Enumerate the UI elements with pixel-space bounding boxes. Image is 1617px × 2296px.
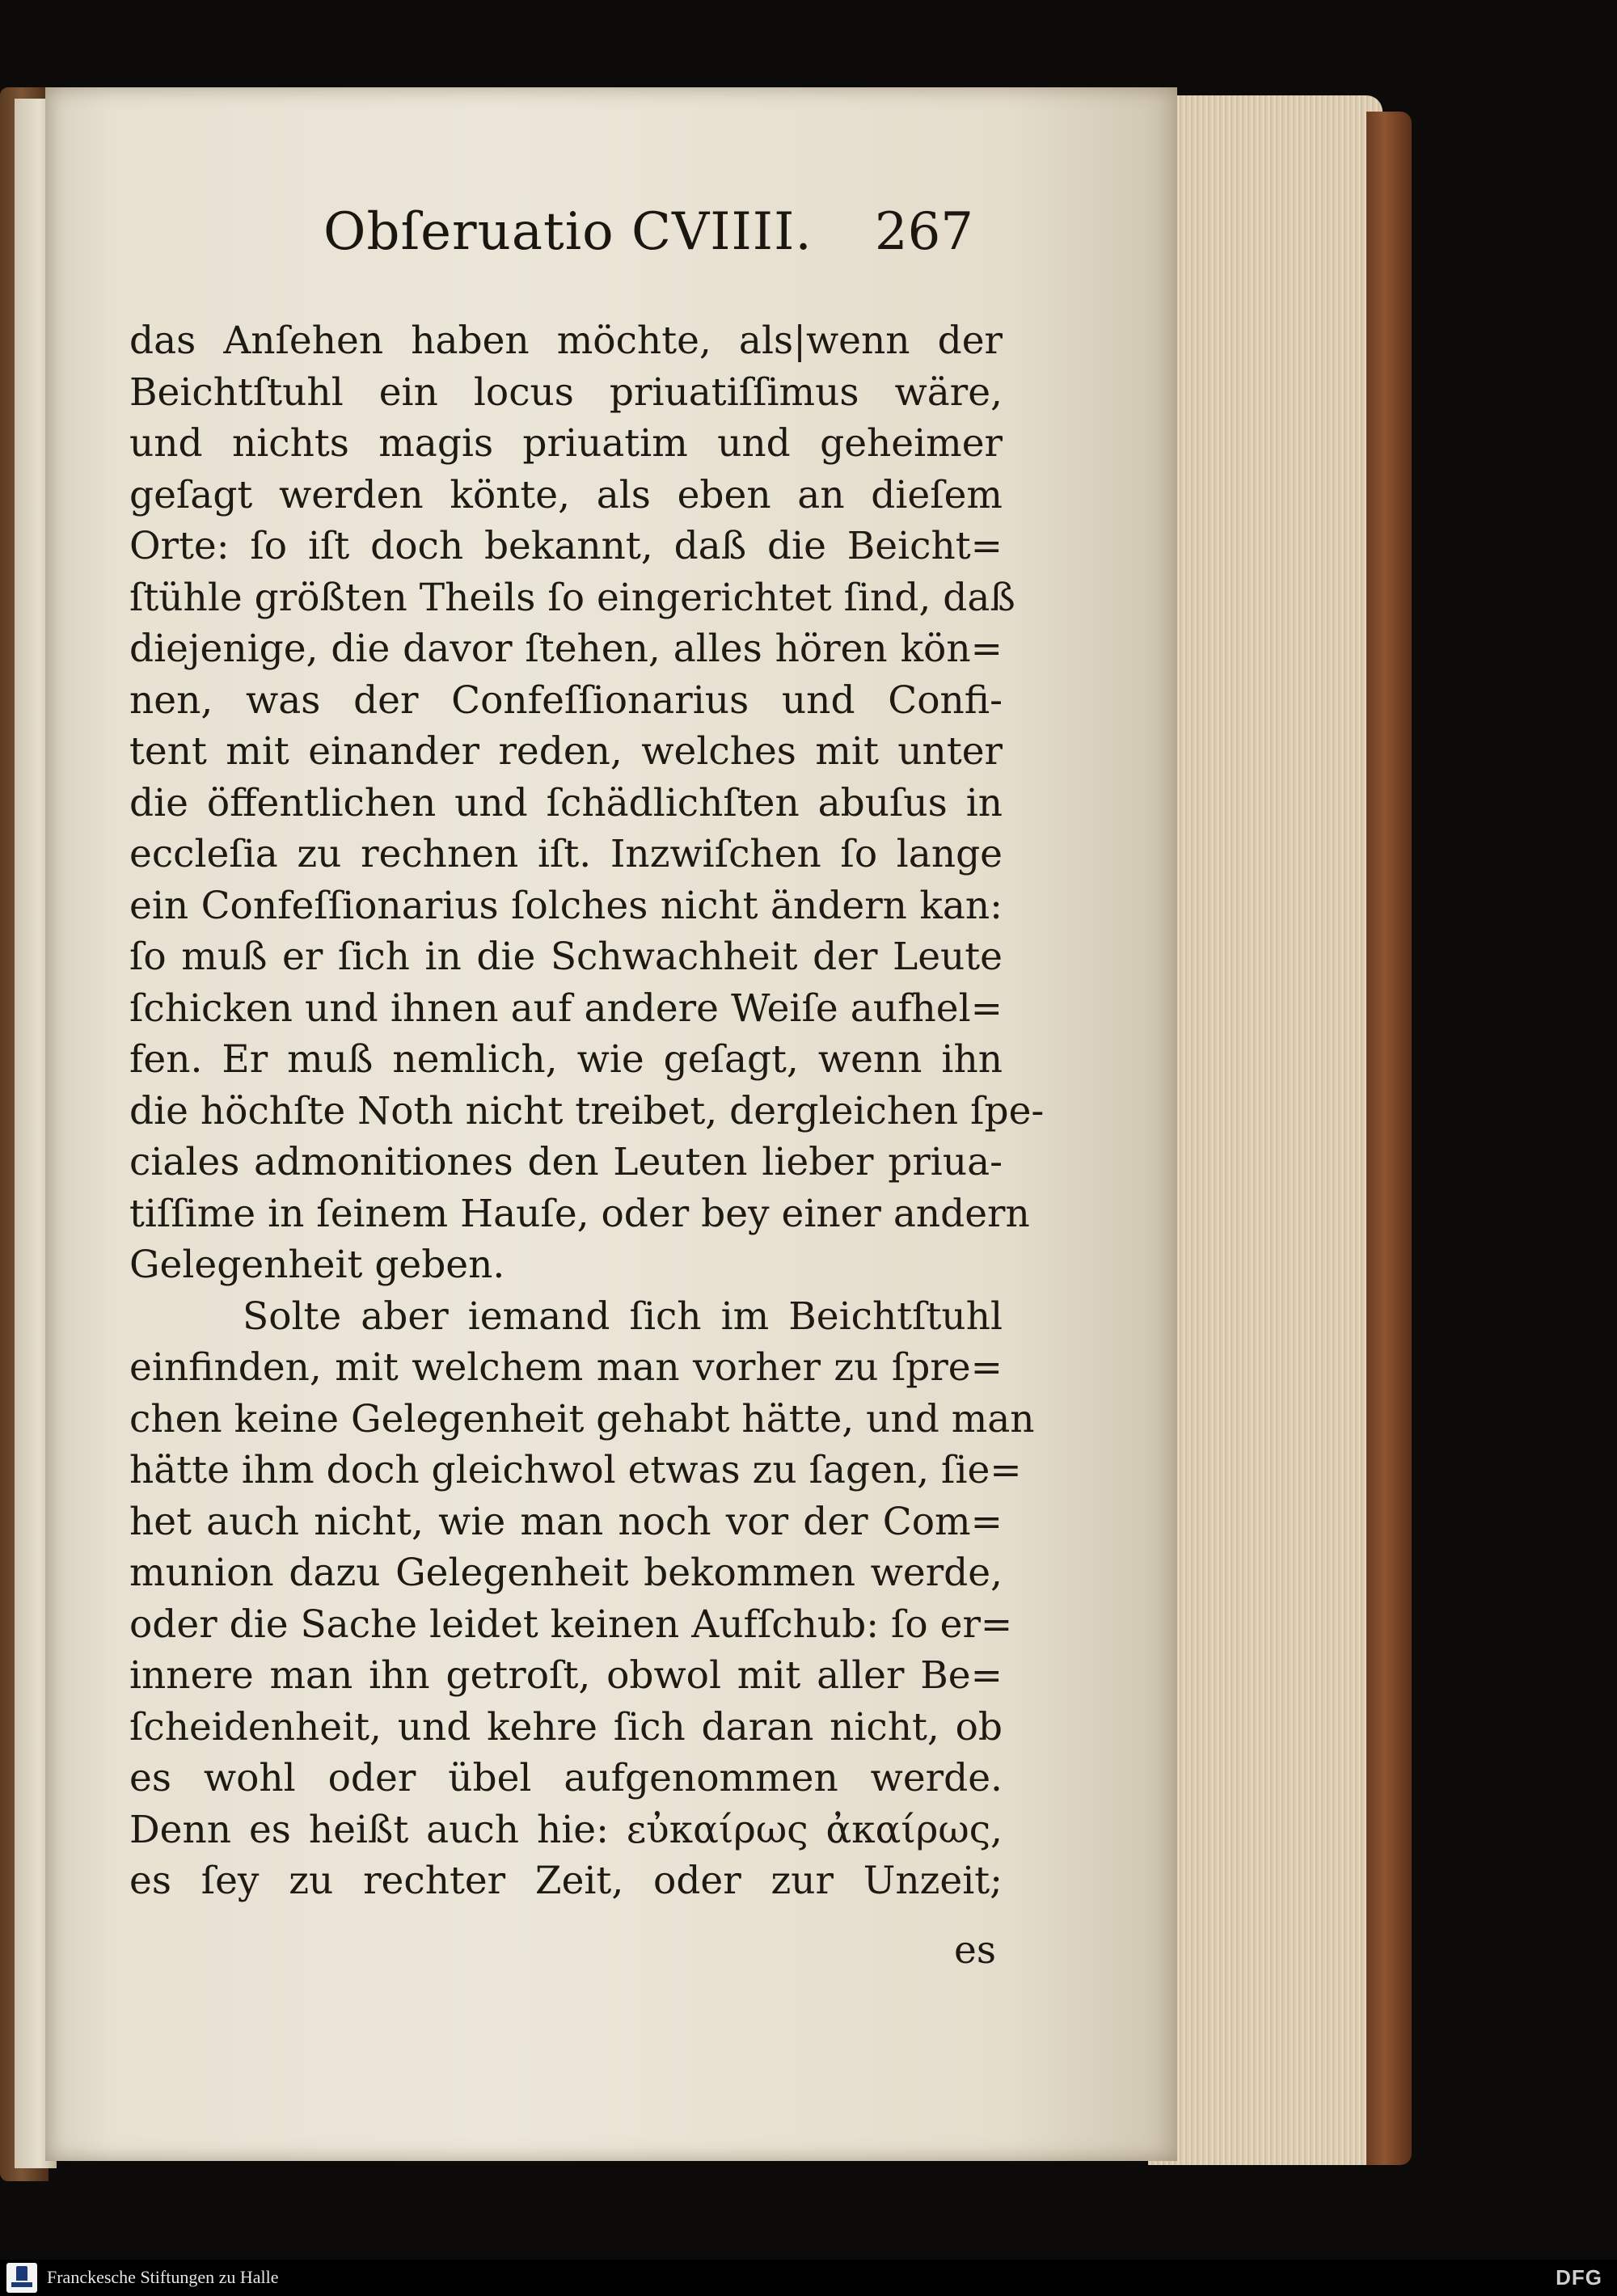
text-line: einfinden, mit welchem man vorher zu ſpre=	[129, 1345, 1003, 1390]
footer-bar	[0, 2260, 1617, 2296]
text-line: die höchſte Noth nicht treibet, dergleichen ſpe-	[129, 1088, 1045, 1133]
catchword: es	[954, 1928, 996, 1973]
page-number: 267	[874, 202, 973, 262]
running-head	[323, 202, 986, 275]
text-line: oder die Sache leidet keinen Aufſchub: ſo er=	[129, 1602, 1013, 1647]
text-line: diejenige, die davor ſtehen, alles hören kön=	[129, 627, 1003, 671]
text-line: tent mit einander reden, welches mit unter	[129, 729, 1003, 774]
text-line: nen, was der Confeſſionarius und Confi-	[129, 677, 1003, 723]
text-line: ſo muß er ſich in die Schwachheit der Leute	[129, 935, 1003, 979]
text-line: ein Confeſſionarius ſolches nicht ändern kan:	[129, 883, 1003, 928]
text-line: ſchicken und ihnen auf andere Weiſe aufhel=	[129, 986, 1003, 1031]
text-line: Orte: ſo iſt doch bekannt, daß die Beicht=	[129, 524, 1003, 568]
body-text	[129, 315, 1045, 1907]
text-line: das Anſehen haben möchte, als|wenn der	[129, 319, 1003, 363]
text-line: chen keine Gelegenheit gehabt hätte, und man	[129, 1396, 1035, 1441]
text-line: die öffentlichen und ſchädlichſten abuſus in	[129, 780, 1003, 825]
text-line: munion dazu Gelegenheit bekommen werde,	[129, 1551, 1003, 1595]
running-head-title: Obſeruatio CVIIII.	[323, 202, 813, 262]
text-line: es ſey zu rechter Zeit, oder zur Unzeit;	[129, 1859, 1003, 1903]
text-line: geſagt werden könte, als eben an dieſem	[129, 472, 1003, 517]
text-line: innere man ihn getroſt, obwol mit aller Be=	[129, 1653, 1003, 1698]
text-line: het auch nicht, wie man noch vor der Com=	[129, 1499, 1003, 1544]
text-line: fen. Er muß nemlich, wie geſagt, wenn ihn	[129, 1037, 1003, 1082]
text-line: Beichtſtuhl ein locus priuatiſſimus wäre,	[129, 369, 1003, 415]
right-cover	[1366, 112, 1412, 2165]
text-line: eccleſia zu rechnen iſt. Inzwiſchen ſo lange	[129, 832, 1003, 876]
text-line: ſtühle größten Theils ſo eingerichtet ſind, daß	[129, 575, 1015, 620]
text-line: ciales admonitiones den Leuten lieber priua-	[129, 1140, 1003, 1184]
text-line: Denn es heißt auch hie: εὐκαίρως ἀκαίρως,	[129, 1807, 1003, 1852]
text-line: tiſſime in ſeinem Hauſe, oder bey einer andern	[129, 1191, 1030, 1236]
text-line: hätte ihm doch gleichwol etwas zu ſagen, ſie=	[129, 1448, 1022, 1492]
text-line: und nichts magis priuatim und geheimer	[129, 421, 1003, 466]
text-line: ſcheidenheit, und kehre ſich daran nicht, ob	[129, 1704, 1003, 1749]
text-line: Solte aber iemand ſich im Beichtſtuhl	[243, 1294, 1003, 1339]
text-line: Gelegenheit geben.	[129, 1243, 505, 1287]
page-fore-edge	[1148, 95, 1383, 2165]
institution-name: Franckesche Stiftungen zu Halle	[47, 2267, 279, 2287]
text-line: es wohl oder übel aufgenommen werde.	[129, 1756, 1003, 1800]
dfg-logo: DFG	[1556, 2265, 1602, 2290]
franckesche-stiftungen-logo-icon	[6, 2263, 37, 2293]
